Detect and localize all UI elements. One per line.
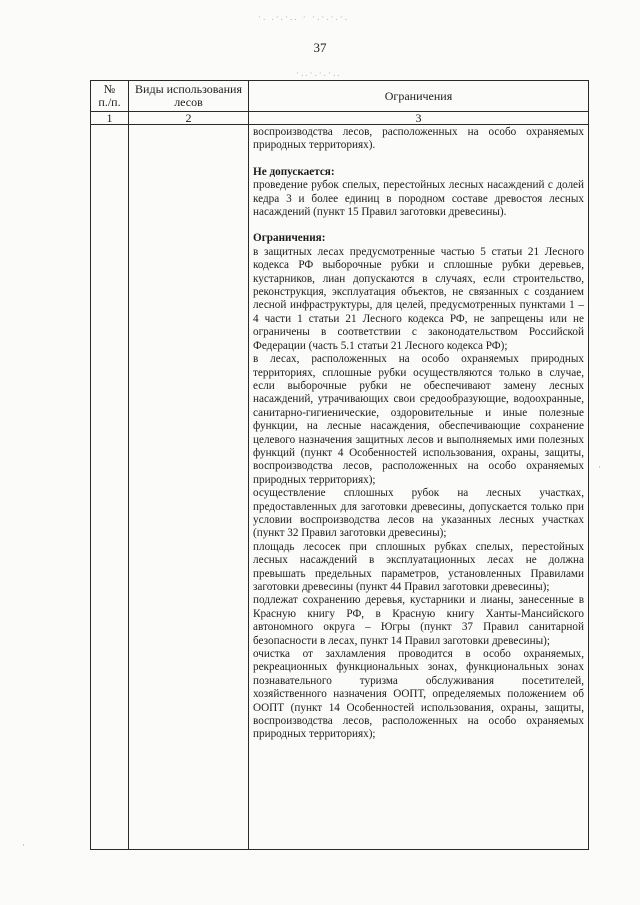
header-forest-use: Виды использования лесов: [129, 81, 249, 112]
table-header-row: [91, 81, 589, 112]
restriction-item: очистка от захламления проводится в особо охраняемых, рекреационных функциональных зонах, функциональных зонах познавательного туризма обслуживания посетителей, хозяйственного назначения ООПТ, определяемых положением об ООПТ (пункт 14 Особенностей использования, охраны, защиты, воспроизводства лесов, расположенных на особо охраняемых природных территориях);: [253, 648, 584, 741]
table-row: [91, 125, 589, 850]
scan-artifact-top: ·. .·.·.. · ·.·.·.·.: [258, 12, 349, 22]
scan-mark: ·: [22, 840, 25, 850]
restriction-item: подлежат сохранению деревья, кустарники и лианы, занесенные в Красную книгу РФ, в Красную книгу Ханты-Мансийского автономного округа – Югры (пункт 37 Правил санитарной безопасности в лесах, пункт 14 Правил заготовки древесины);: [253, 594, 584, 647]
restriction-item: в защитных лесах предусмотренные частью 5 статьи 21 Лесного кодекса РФ выборочные рубки и сплошные рубки деревьев, кустарников, лиан допускаются в случаях, если строительство, реконструкция, эксплуатация объектов, не связанных с созданием лесной инфраструктуры, для целей, предусмотренных пунктами 1 – 4 части 1 статьи 21 Лесного кодекса РФ, не запрещены или не ограничены в соответствии с законодательством Российской Федерации (часть 5.1 статьи 21 Лесного кодекса РФ);: [253, 245, 584, 352]
restrictions-table: [90, 80, 589, 850]
header-number: № п./п.: [91, 81, 129, 112]
not-allowed-heading: Не допускается:: [253, 165, 335, 178]
cell-restrictions: [249, 125, 589, 850]
cell-forest-use: [129, 125, 249, 850]
restriction-item: в лесах, расположенных на особо охраняемых природных территориях, сплошные рубки осуществляются только в случае, если выборочные рубки не обеспечивают замену лесных насаждений, утрачивающих свои средообразующие, водоохранные, санитарно-гигиенические, оздоровительные и иные полезные функции, на лесные насаждения, обеспечивающие сохранение целевого назначения защитных лесов и выполняемых ими полезных функций (пункт 4 Особенностей использования, охраны, защиты, воспроизводства лесов, расположенных на особо охраняемых природных территориях);: [253, 353, 584, 486]
cell-number: [91, 125, 129, 850]
column-number: 1: [91, 112, 129, 125]
scan-mark: ·: [598, 462, 601, 472]
restrictions-heading: Ограничения:: [253, 232, 326, 245]
column-number: 3: [249, 112, 589, 125]
scan-artifact-mid: ·..·.·.·..: [296, 68, 342, 78]
column-number: 2: [129, 112, 249, 125]
intro-paragraph: воспроизводства лесов, расположенных на особо охраняемых природных территориях).: [253, 126, 584, 152]
restriction-item: осуществление сплошных рубок на лесных участках, предоставленных для заготовки древесины, допускается только при условии воспроизводства лесов на указанных лесных участках (пункт 32 Правил заготовки древесины);: [253, 487, 584, 540]
not-allowed-text: проведение рубок спелых, перестойных лесных насаждений с долей кедра 3 и более единиц в породном составе древостоя лесных насаждений (пункт 15 Правил заготовки древесины).: [253, 179, 584, 219]
column-number-row: [91, 112, 589, 125]
restriction-item: площадь лесосек при сплошных рубках спелых, перестойных лесных насаждений в эксплуатационных лесах не должна превышать предельных параметров, установленных Правилами заготовки древесины (пункт 44 Правил заготовки древесины);: [253, 540, 584, 593]
page-number: 37: [313, 40, 327, 55]
header-restrictions: Ограничения: [249, 81, 589, 112]
